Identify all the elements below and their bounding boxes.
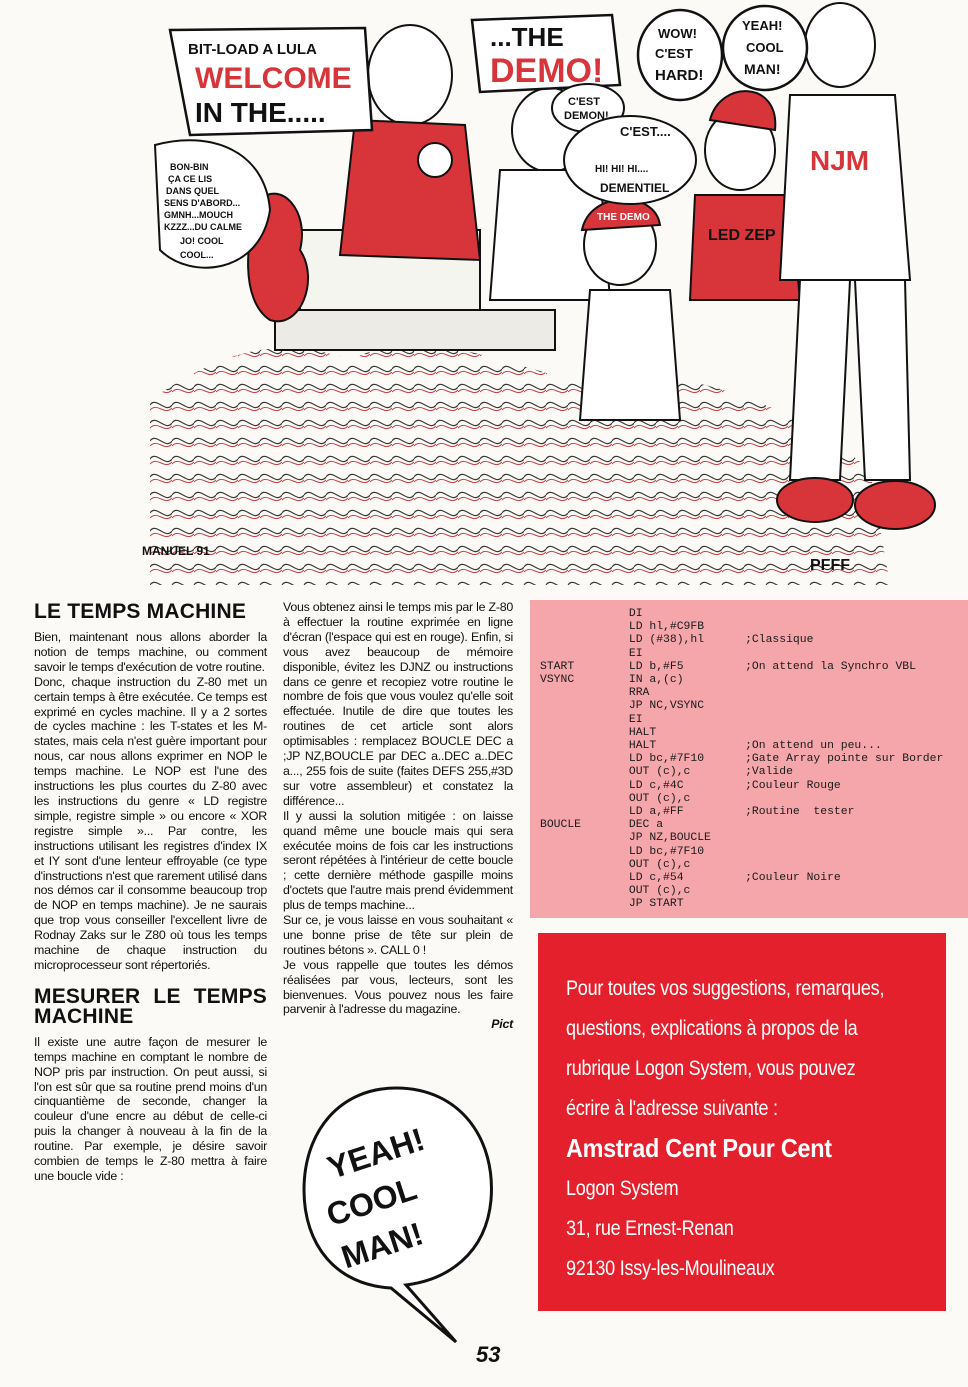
bubble-bottom-line3: MAN!	[336, 1215, 428, 1276]
heading-mesurer: MESURER LE TEMPS MACHINE	[34, 984, 267, 1028]
artist-signature: MANUEL 91	[142, 544, 210, 558]
paragraph: Il existe une autre façon de mesurer le temps machine en comptant le nombre de NOP pris par instruction. On peut aussi, si l'on est sûr que sa routine prend moins d'un cinquantième de seconde, changer la couleur d'une encre au début de celle-ci puis la changer à nouveau à la fin de la routine. Par exemple, je désire savoir combien de temps le Z-80 mettra à faire une boucle vide :	[34, 1034, 267, 1183]
bubble-yeah-line2: COOL	[746, 40, 784, 55]
article-column-1	[34, 600, 267, 1184]
contact-line-1: Pour toutes vos suggestions, remarques,	[566, 977, 885, 1000]
yeah-cool-man-bubble	[296, 1080, 501, 1350]
paragraph: Il y aussi la solution mitigée : on laisse quand même une boucle mais qui sera exécutée moins de fois car les instructions seront répétées à l'intérieur de cette boucle ; cette dernière méthode gaspille moins d'octets que l'autre mais prend évidemment plus de temps machine...	[283, 808, 513, 913]
contact-line-4: écrire à l'adresse suivante :	[566, 1097, 778, 1120]
bubble-bonbin-line7: JO! COOL	[180, 236, 224, 246]
bubble-cestdemon-line1: C'EST	[568, 96, 600, 108]
bubble-bonbin-line6: KZZZ...DU CALME	[164, 222, 242, 232]
paragraph: Sur ce, je vous laisse en vous souhaitant « une bonne prise de tête sur plein de routines bétons ». CALL 0 !	[283, 913, 513, 957]
contact-address-2: 31, rue Ernest-Renan	[566, 1217, 734, 1240]
sfx-text: PFFF	[810, 557, 850, 574]
paragraph: Bien, maintenant nous allons aborder la notion de temps machine, ou comment savoir le temps d'exécution de votre routine.	[34, 630, 267, 674]
bubble-wow-line2: C'EST	[655, 46, 693, 61]
shirt-ledzep-text: LED ZEP	[708, 227, 776, 244]
bubble-bonbin-line2: ÇA CE LIS	[168, 174, 213, 184]
bubble-bonbin-line3: DANS QUEL	[166, 186, 220, 196]
bubble-cestdemon-line2: DEMON!	[564, 110, 609, 122]
contact-box	[538, 933, 946, 1311]
bubble-left-line1: BIT-LOAD A LULA	[188, 41, 317, 58]
bubble-cest-line2: HI! HI! HI....	[595, 164, 649, 175]
paragraph: Je vous rappelle que toutes les démos réalisées par vous, lecteurs, sont les bienvenues. Vous pouvez nous les faire parvenir à l'adresse du magazine.	[283, 957, 513, 1017]
contact-line-3: rubrique Logon System, vous pouvez	[566, 1057, 856, 1080]
bubble-cest-line3: DEMENTIEL	[600, 181, 670, 195]
code-listing: DI LD hl,#C9FB LD (#38),hl ;Classique EI START LD b,#F5 ;On attend la Synchro VBL VSYNC IN a,(c) RRA JP NC,VSYNC EI HALT HALT ;On attend un peu... LD bc,#7F10 ;Gate Array pointe sur Border OUT (c),c ;Valide LD c,#4C ;Couleur Rouge OUT (c),c LD a,#FF ;Routine tester BOUCLE DEC a JP NZ,BOUCLE LD bc,#7F10 OUT (c),c LD c,#54 ;Couleur Noire OUT (c),c JP START	[540, 608, 944, 911]
bubble-demo-line1: ...THE	[490, 22, 564, 52]
bubble-bonbin-line1: BON-BIN	[170, 162, 209, 172]
bubble-left-line2: WELCOME	[195, 62, 352, 95]
bubble-left-line3: IN THE.....	[195, 97, 326, 128]
code-listing-box	[530, 600, 968, 918]
cap-demo-text: THE DEMO	[597, 212, 650, 223]
bubble-bottom-line1: YEAH!	[322, 1120, 429, 1186]
paragraph: Donc, chaque instruction du Z-80 met un certain temps à être exécutée. Ce temps est exprimé en cycles machine. Il y a 2 sortes de cycles machine : les T-states et les M-states, mais cela n'est guère important pour nous, car nous allons exprimer en NOP le temps machine. Le NOP est l'une des instructions les plus courtes du Z-80 avec les instructions du genre « LD registre simple, registre simple » ou encore « XOR registre simple »... Par contre, les instructions utilisant les registres d'index IX et IY sont d'une lenteur effroyable (ce type d'instructions n'est que rarement utilisé dans nos démos car il consomme beaucoup trop de NOP en temps machine). Je ne saurais que trop vous conseiller l'excellent livre de Rodnay Zaks sur le Z80 où tous les temps machine de chaque instruction du microprocesseur sont répertoriés.	[34, 674, 267, 972]
contact-address-1: Logon System	[566, 1177, 679, 1200]
bubble-bonbin-line8: COOL...	[180, 250, 214, 260]
page-number: 53	[476, 1342, 501, 1367]
heading-temps-machine: LE TEMPS MACHINE	[34, 600, 247, 623]
shirt-njm-text: NJM	[810, 145, 870, 176]
bubble-cest-line1: C'EST....	[620, 124, 671, 139]
bubble-bonbin-line5: GMNH...MOUCH	[164, 210, 233, 220]
contact-magazine: Amstrad Cent Pour Cent	[566, 1133, 832, 1163]
bubble-yeah-line1: YEAH!	[742, 18, 783, 33]
contact-line-2: questions, explications à propos de la	[566, 1017, 858, 1040]
comic-illustration	[142, 0, 968, 585]
bubble-bonbin-line4: SENS D'ABORD...	[164, 198, 241, 208]
paragraph: Vous obtenez ainsi le temps mis par le Z-80 à effectuer la routine exprimée en ligne d'écran (l'espace qui est en rouge). Enfin, si vous avez beaucoup de mémoire disponible, évitez les DJNZ ou instructions dans ce genre et recopiez votre routine le nombre de fois que vous voulez qu'elle soit effectuée. Inutile de dire que toutes les routines de cet article sont alors optimisables : remplacez BOUCLE DEC a ;JP NZ,BOUCLE par DEC a..DEC a..DEC a..., 255 fois de suite (faites DEFS 255,#3D sur votre assembleur) et constatez la différence...	[283, 600, 513, 808]
article-column-2	[283, 600, 513, 1032]
bubble-yeah-line3: MAN!	[744, 61, 781, 77]
bubble-wow-line1: WOW!	[658, 26, 697, 41]
bubble-demo-line2: DEMO!	[490, 52, 604, 90]
bubble-wow-line3: HARD!	[655, 67, 704, 84]
contact-address-3: 92130 Issy-les-Moulineaux	[566, 1257, 775, 1280]
bubble-bottom-line2: COOL	[322, 1170, 422, 1234]
author-signature: Pict	[491, 1017, 513, 1032]
